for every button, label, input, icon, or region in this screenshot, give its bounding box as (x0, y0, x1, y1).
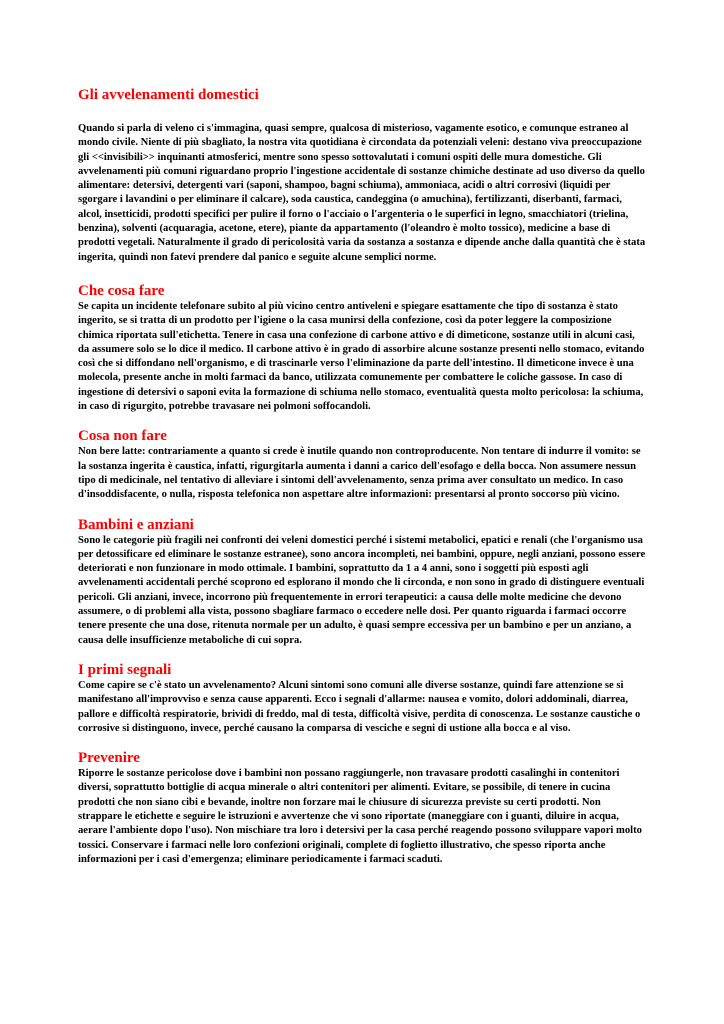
section-cosa-non-fare (78, 427, 646, 502)
section-heading: Cosa non fare (78, 428, 167, 445)
section-paragraph: Non bere latte: contrariamente a quanto si crede è inutile quando non controproducente. Non tentare di indurre il vomito: se la sostanza ingerita è caustica, infatti, rigurgitarla aumenta i danni a carico dell'esofago e della bocca. Non assumere nessun tipo di medicinale, nel tentativo di alleviare i sintomi dell'avvelenamento, senza prima aver consultato un medico. In caso d'insoddisfacente, o nulla, risposta telefonica non aspettare altre informazioni: presentarsi al pronto soccorso più vicino. (78, 446, 641, 501)
section-bambini-e-anziani (78, 516, 646, 648)
section-i-primi-segnali (78, 661, 646, 736)
section-paragraph: Come capire se c'è stato un avvelenamento? Alcuni sintomi sono comuni alle diverse sostanze, quindi fare attenzione se si manifestano all'improvviso e senza cause apparenti. Ecco i segnali d'allarme: nausea e vomito, dolori addominali, diarrea, pallore e difficoltà respiratorie, brividi di freddo, mal di testa, difficoltà visive, perdita di conoscenza. Le sostanze caustiche o corrosive si distinguono, invece, perché causano la comparsa di vesciche e segni di ustione alla bocca e al viso. (78, 679, 641, 734)
intro-paragraph: Quando si parla di veleno ci s'immagina, quasi sempre, qualcosa di misterioso, vagamente esotico, e comunque estraneo al mondo civile. Niente di più sbagliato, la nostra vita quotidiana è circondata da potenziali veleni: destano viva preoccupazione gli <<invisibili>> inquinanti atmosferici, mentre sono spesso sottovalutati i comuni ospiti delle mura domestiche. Gli avvelenamenti più comuni riguardano proprio l'ingestione accidentale di sostanze chimiche destinate ad uso diverso da quello alimentare: detersivi, detergenti vari (saponi, shampoo, bagni schiuma), ammoniaca, acidi o altri corrosivi (liquidi per sgorgare i lavandini o per eliminare il calcare), soda caustica, candeggina (o amuchina), fertilizzanti, diserbanti, farmaci, alcol, insetticidi, prodotti specifici per pulire il forno o l'acciaio o l'argenteria o le superfici in legno, smacchiatori (trielina, benzina), solventi (acquaragia, acetone, etere), piante da appartamento (l'oleandro è molto tossico), medicine a base di prodotti vegetali. Naturalmente il grado di pericolosità varia da sostanza a sostanza e dipende anche dalla quantità che è stata ingerita, quindi non fatevi prendere dal panico e seguite alcune semplici norme. (78, 123, 646, 263)
section-heading: Bambini e anziani (78, 516, 194, 533)
document-page (78, 86, 646, 867)
section-heading: Che cosa fare (78, 282, 165, 299)
section-che-cosa-fare (78, 282, 646, 414)
section-heading: I primi segnali (78, 661, 172, 678)
section-paragraph: Riporre le sostanze pericolose dove i bambini non possano raggiungerle, non travasare prodotti casalinghi in contenitori diversi, soprattutto bottiglie di acqua minerale o altri contenitori per alimenti. Evitare, se possibile, di tenere in cucina prodotti che non siano cibi e bevande, inoltre non forzare mai le chiusure di sicurezza previste su certi prodotti. Non strappare le etichette e seguire le istruzioni e avvertenze che vi sono riportate (maneggiare con i guanti, diluire in acqua, aerare l'ambiente dopo l'uso). Non mischiare tra loro i detersivi per la casa perché reagendo possono sviluppare vapori molto tossici. Conservare i farmaci nelle loro confezioni originali, complete di foglietto illustrativo, che spesso riporta anche informazioni per i casi d'emergenza; eliminare periodicamente i farmaci scaduti. (78, 768, 642, 865)
section-prevenire (78, 749, 646, 867)
section-paragraph: Sono le categorie più fragili nei confronti dei veleni domestici perché i sistemi metabolici, epatici e renali (che l'organismo usa per detossificare ed eliminare le sostanze estranee), sono ancora incompleti, nei bambini, oppure, negli anziani, possono essere deteriorati e non funzionare in modo ottimale. I bambini, soprattutto da 1 a 4 anni, sono i soggetti più esposti agli avvelenamenti accidentali perché scoprono ed esplorano il mondo che li circonda, e non sono in grado di distinguere eventuali pericoli. Gli anziani, invece, incorrono più frequentemente in errori terapeutici: a causa delle molte medicine che devono assumere, o di problemi alla vista, possono sbagliare farmaco o eccedere nelle dosi. Per quanto riguarda i farmaci occorre tenere presente che una dose, ritenuta normale per un adulto, è quasi sempre eccessiva per un bambino e per un anziano, a causa delle insufficienze metaboliche di cui sopra. (78, 534, 646, 646)
section-paragraph: Se capita un incidente telefonare subito al più vicino centro antiveleni e spiegare esattamente che tipo di sostanza è stato ingerito, se si tratta di un prodotto per l'igiene o la casa munirsi della confezione, così da poter leggere la composizione chimica riportata sull'etichetta. Tenere in casa una confezione di carbone attivo e di dimeticone, sostanze utili in alcuni casi, da assumere solo se lo dice il medico. Il carbone attivo è in grado di assorbire alcune sostanze presenti nello stomaco, evitando così che si diffondano nell'organismo, e di trascinarle verso l'eliminazione da parte dell'intestino. Il dimeticone invece è una molecola, presente anche in molti farmaci da banco, utilizzata comunemente per combattere le coliche gassose. In caso di ingestione di detersivi o saponi evita la formazione di schiuma nello stomaco, eventualità questa molto pericolosa: la schiuma, in caso di rigurgito, potrebbe travasare nei polmoni soffocandoli. (78, 300, 645, 413)
section-heading: Prevenire (78, 750, 140, 767)
document-title: Gli avvelenamenti domestici (78, 87, 259, 103)
